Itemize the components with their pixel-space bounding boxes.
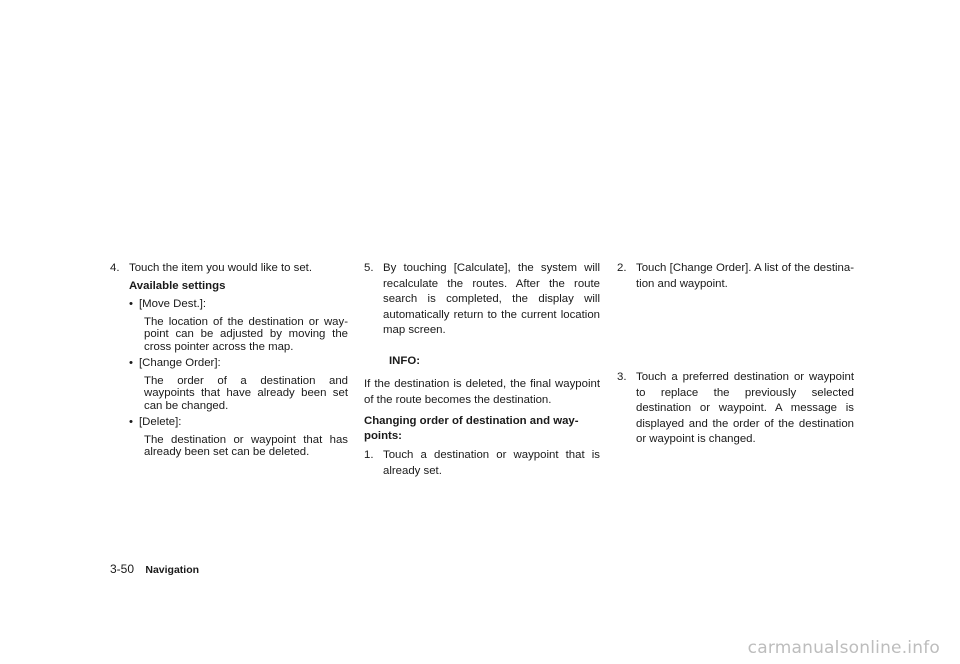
step-number: 3. [617, 371, 627, 383]
available-settings-heading: Available settings [129, 279, 226, 292]
bullet-dot-icon: • [129, 416, 133, 428]
step-1 [364, 448, 600, 479]
bullet-description: The location of the destination or way-point can be adjusted by moving the cross pointer across the map. [144, 315, 348, 353]
step-text: By touching [Calculate], the system will recalculate the routes. After the route search is completed, the display will automatically return to the current location map screen. [383, 262, 600, 336]
step-text: Touch the item you would like to set. [129, 262, 312, 274]
column-left [110, 261, 348, 459]
bullet-delete [129, 415, 348, 431]
column-middle [364, 261, 600, 479]
step-text: Touch a destination or waypoint that is already set. [383, 449, 600, 477]
step-number: 5. [364, 262, 374, 274]
bullet-dot-icon: • [129, 298, 133, 310]
step-number: 1. [364, 449, 374, 461]
bullet-label: [Delete]: [139, 416, 182, 428]
bullet-move-dest [129, 297, 348, 313]
watermark: carmanualsonline.info [747, 637, 940, 658]
step-3 [617, 370, 854, 448]
step-5 [364, 261, 600, 339]
step-number: 4. [110, 262, 120, 274]
bullet-description: The destination or waypoint that has already been set can be deleted. [144, 433, 348, 458]
bullet-label: [Move Dest.]: [139, 298, 207, 310]
bullet-change-order [129, 356, 348, 372]
page-number: 3-50 [110, 562, 135, 576]
bullet-description: The order of a destination and waypoints that have already been set can be changed. [144, 374, 348, 412]
step-text: Touch [Change Order]. A list of the destina-tion and waypoint. [636, 262, 854, 290]
page-footer [110, 562, 199, 578]
section-name: Navigation [145, 564, 200, 576]
step-text: Touch a preferred destination or waypoint to replace the previously selected destination or waypoint. A message is displayed and the order of the destination or waypoint is changed. [636, 371, 854, 445]
bullet-dot-icon: • [129, 357, 133, 369]
info-label: INFO: [389, 354, 421, 367]
column-right [617, 261, 854, 448]
bullet-label: [Change Order]: [139, 357, 221, 369]
step-number: 2. [617, 262, 627, 274]
section-heading: Changing order of destination and way-points: [364, 415, 579, 442]
info-text: If the destination is deleted, the final waypoint of the route becomes the destination. [364, 378, 600, 406]
step-2 [617, 261, 854, 292]
step-4 [110, 261, 348, 277]
